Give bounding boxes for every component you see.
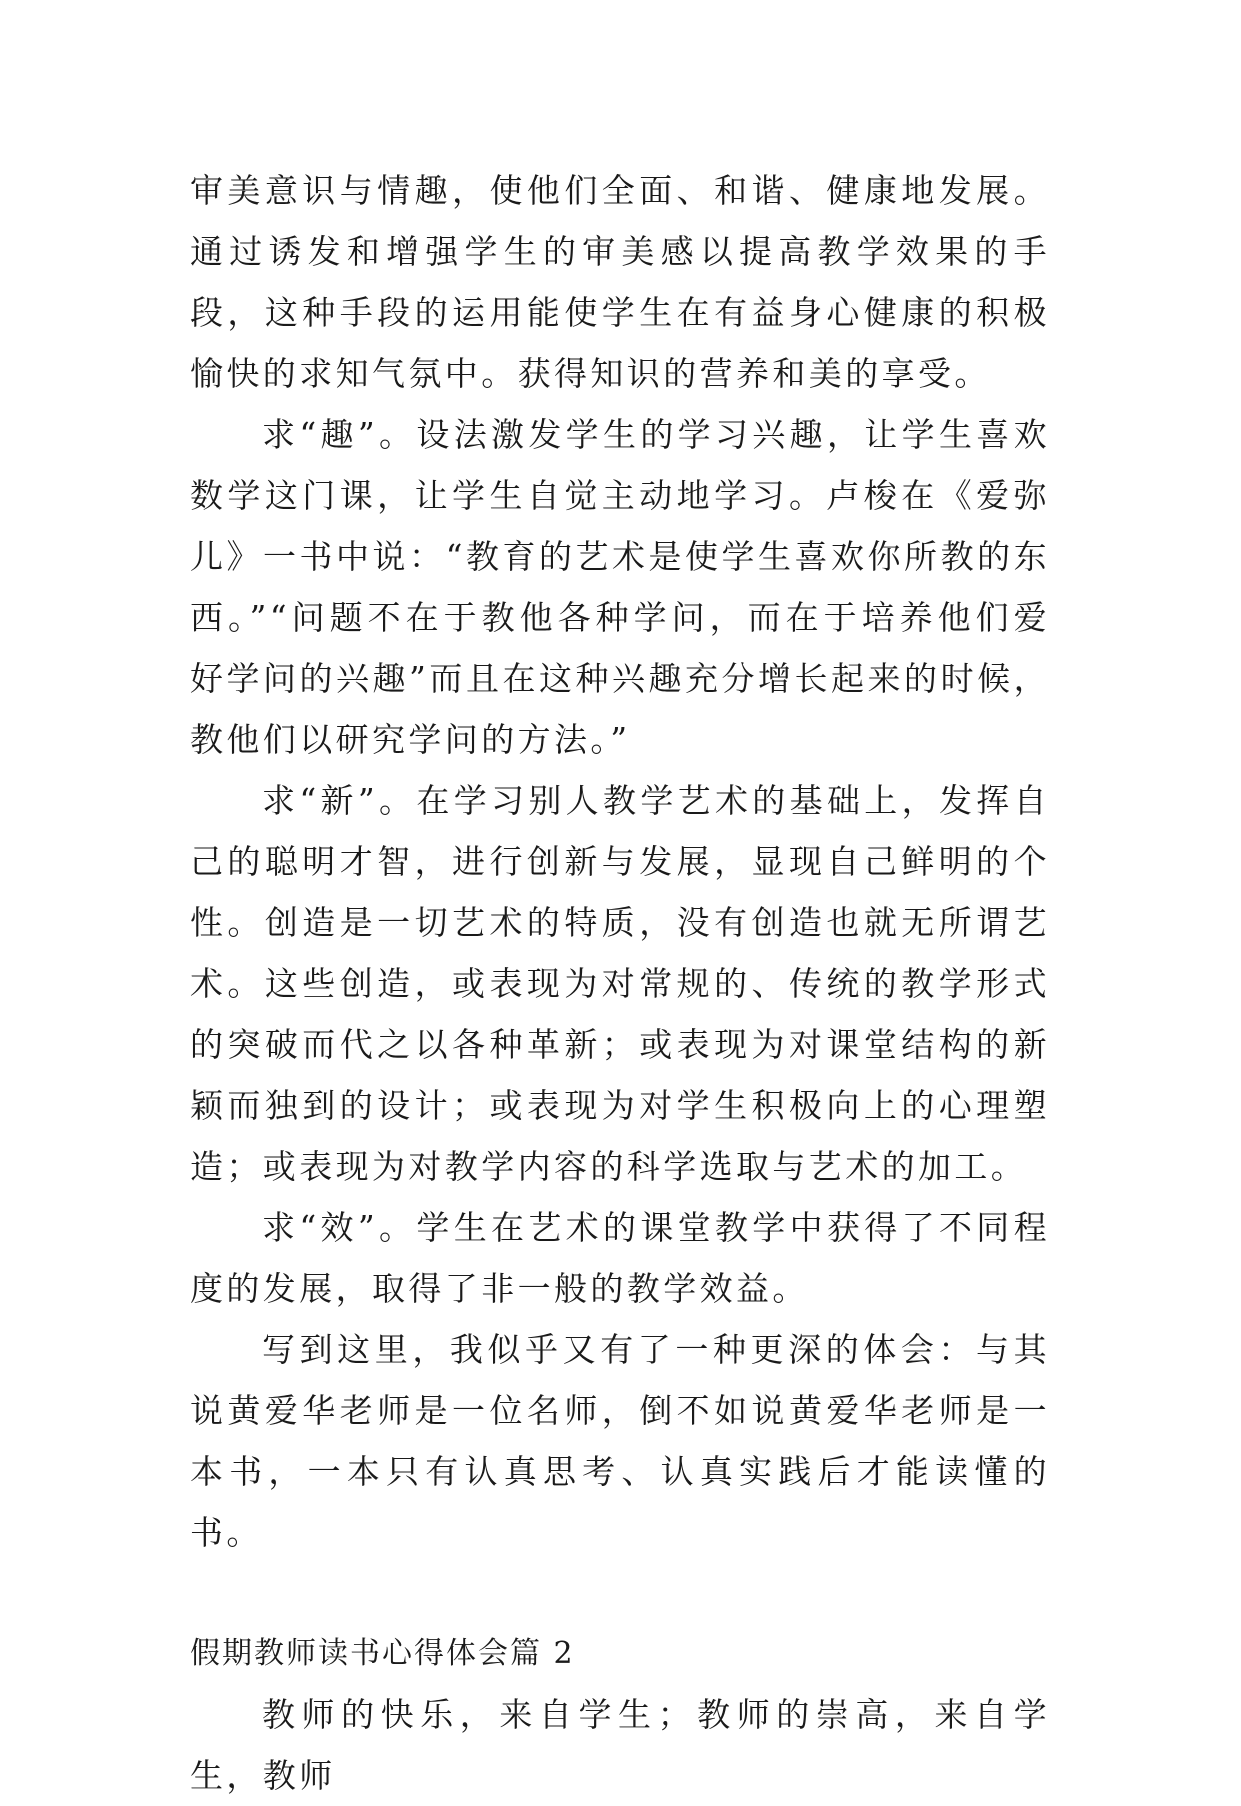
document-page bbox=[190, 160, 1050, 1806]
paragraph-aesthetic: 审美意识与情趣，使他们全面、和谐、健康地发展。通过诱发和增强学生的审美感以提高教学效果的手段，这种手段的运用能使学生在有益身心健康的积极愉快的求知气氛中。获得知识的营养和美的享受。 bbox=[190, 171, 1050, 393]
paragraph-effect: 求“效”。学生在艺术的课堂教学中获得了不同程度的发展，取得了非一般的教学效益。 bbox=[190, 1208, 1050, 1308]
paragraph-reflection: 写到这里，我似乎又有了一种更深的体会：与其说黄爱华老师是一位名师，倒不如说黄爱华老师是一本书，一本只有认真思考、认真实践后才能读懂的书。 bbox=[190, 1330, 1050, 1552]
section-heading: 假期教师读书心得体会篇 2 bbox=[190, 1636, 575, 1671]
paragraph-interest: 求“趣”。设法激发学生的学习兴趣，让学生喜欢数学这门课，让学生自觉主动地学习。卢梭在《爱弥儿》一书中说：“教育的艺术是使学生喜欢你所教的东西。”“问题不在于教他各种学问，而在于培养他们爱好学问的兴趣”而且在这种兴趣充分增长起来的时候，教他们以研究学问的方法。” bbox=[190, 415, 1050, 759]
paragraph-innovation: 求“新”。在学习别人教学艺术的基础上，发挥自己的聪明才智，进行创新与发展，显现自己鲜明的个性。创造是一切艺术的特质，没有创造也就无所谓艺术。这些创造，或表现为对常规的、传统的教学形式的突破而代之以各种革新；或表现为对课堂结构的新颖而独到的设计；或表现为对学生积极向上的心理塑造；或表现为对教学内容的科学选取与艺术的加工。 bbox=[190, 781, 1050, 1186]
paragraph-teacher-joy: 教师的快乐，来自学生；教师的崇高，来自学生，教师 bbox=[190, 1695, 1050, 1795]
